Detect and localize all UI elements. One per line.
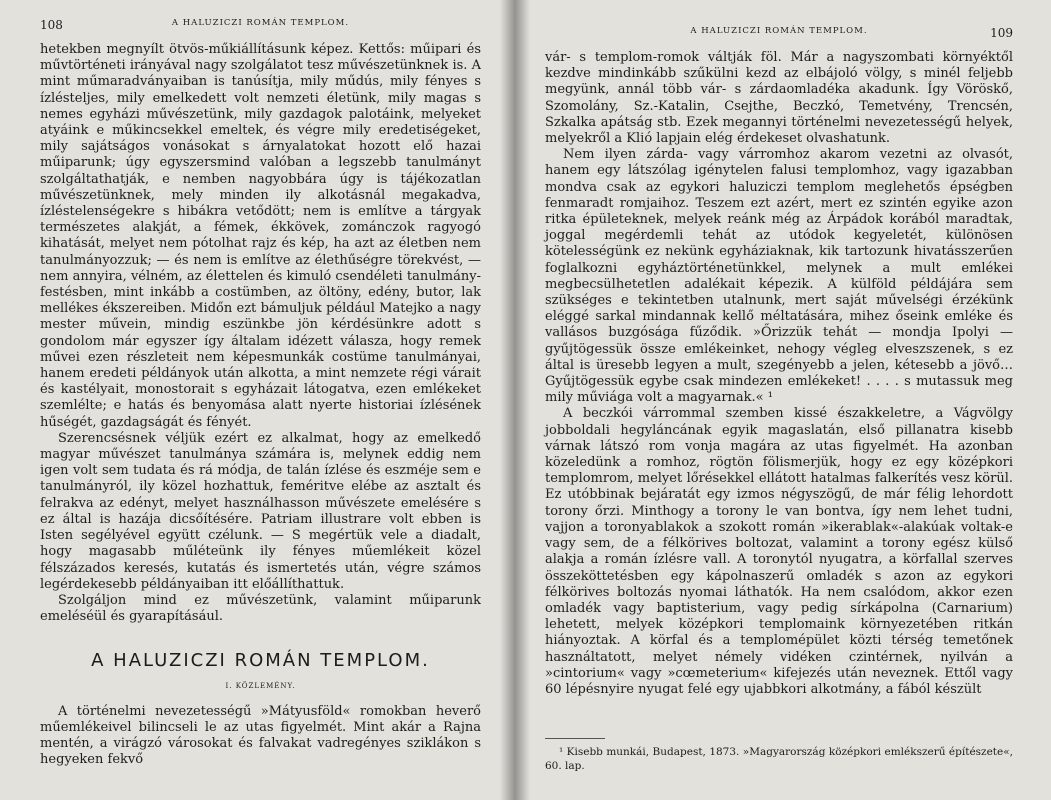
left-page bbox=[0, 0, 515, 800]
page-number-right: 109 bbox=[990, 26, 1013, 40]
left-page-body bbox=[40, 42, 481, 769]
right-page bbox=[515, 0, 1051, 800]
paragraph: Szolgáljon mind ez művészetünk, valamint műiparunk emeléséül és gyarapításául. bbox=[40, 592, 481, 625]
footnote-text: ¹ Kisebb munkái, Budapest, 1873. »Magyarország középkori emlékszerű építészete«, 60. lap. bbox=[545, 746, 1013, 773]
right-page-body bbox=[545, 50, 1013, 698]
running-head-right bbox=[545, 26, 1013, 44]
running-head-left bbox=[40, 18, 481, 36]
footnote-divider bbox=[545, 738, 605, 739]
paragraph: hetekben megnyílt ötvös-műkiállításunk képez. Kettős: műipari és művtörténeti irányával nagy szolgálatot tesz művészetünknek is. A mint műmaradványaiban is tanúsítja, mily műdús, mily fényes s ízlésteljes, mily emelkedett volt nemzeti életünk, mily magas s nemes egyházi művészetünk, mily gazdagok palotáink, melyeket atyáink e műkincsekkel emeltek, és végre mily eredetiségeket, mily sajátságos vonásokat s árnyalatokat hozott elő hazai műiparunk; úgy egyszersmind valóban a legszebb tanulmányt szolgáltathatják, e nemben nagyobbára úgy is tájékozatlan művészetünknek, mely minden ily alkotásnál megakadva, ízléstelenségekre s hibákra vetődött; nem is említve a tárgyak természetes alakját, a fémek, ékkövek, zománczok ragyogó kihatását, melyet nem pótolhat rajz és kép, ha azt az életben nem tanulmányozzuk; — és nem is említve az élethűségre törekvést, — nem annyira, vélném, az élettelen és kimuló csendéleti tanulmány-festésben, mint inkább a costümben, az öltöny, edény, butor, lak mellékes ékszereiben. Midőn ezt bámuljuk például Matejko a nagy mester művein, mindig eszünkbe jön kérdésünkre adott s gondolom már egyszer így általam idézett válasza, hogy remek művei ezen részleteit nem képesmunkák costüme tanulmányai, hanem eredeti példányok után alkotta, a mint nemzete régi várait és kastélyait, monostorait s egyházait látogatva, ezen emlékeket szemlélte; e hatás és benyomása alatt nyerte historiai ízlésének hűségét, gazdagságát és fényét. bbox=[40, 42, 481, 430]
paragraph: A történelmi nevezetességű »Mátyusföld« romokban heverő műemlékeivel bilincseli le az utas figyelmét. Mint akár a Rajna mentén, a virágzó városokat és falvakat vadregényes sziklákon s hegyeken fekvő bbox=[40, 703, 481, 768]
running-head-title-left: A HALUZICZI ROMÁN TEMPLOM. bbox=[171, 18, 350, 28]
running-head-title-right: A HALUZICZI ROMÁN TEMPLOM. bbox=[690, 26, 868, 36]
paragraph: Szerencsésnek véljük ezért ez alkalmat, hogy az emelkedő magyar művészet tanulmánya számára is, melynek eddig nem igen volt sem tudata és rá módja, de talán ízlése és eszméje sem e tanulmányról, ily közel hozhattuk, feméritve elébe az asztalt és felrakva az edényt, melyet használhasson művészete emelésére s ez által is hazája dicsőítésére. Patriam illustrare volt ebben is Isten segélyével együtt czélunk. — S megértük vele a diadalt, hogy magasabb műléteünk ily fényes műemlékeit közel félszázados keresés, kutatás és ismertetés után, végre számos legérdekesebb példányaiban itt előállíthattuk. bbox=[40, 430, 481, 592]
footnote bbox=[545, 745, 1013, 773]
paragraph: Nem ilyen zárda- vagy várromhoz akarom vezetni az olvasót, hanem egy látszólag igénytelen falusi templomhoz, vagy igazabban mondva csak az egykori haluziczi templom meglehetős épségben fenmaradt romjaihoz. Teszem ezt azért, mert ez szintén egyike azon ritka épületeknek, melyek reánk még az Árpádok korából maradtak, joggal megérdemli tehát az utódok kegyeletét, különösen kötelességünk ez nekünk egyháziaknak, kik tartozunk hivatásszerűen foglalkozni egyháztörténetünkkel, melynek a mult emlékei megbecsülhetetlen adalékait képezik. A külföld példájára sem szükséges e tekintetben utalnunk, mert saját művelségi érzékünk eléggé sarkal mindannak kellő méltatására, mihez őseink emléke és vallásos buzgósága fűződik. »Őrizzük tehát — mondja Ipolyi — gyűjtögessük össze emlékeinket, nehogy végleg elveszszenek, s ez által is üresebb legyen a mult, szegényebb a jelen, kétesebb a jövő… Gyűjtögessük egybe csak mindezen emlékeket! . . . . s mutassuk meg mily műviága volt a magyarnak.« ¹ bbox=[545, 147, 1013, 406]
paragraph: A beczkói várrommal szemben kissé északkeletre, a Vágvölgy jobboldali hegyláncának egyik magaslatán, első pillanatra kisebb várnak látszó rom vonja magára az utas figyelmét. Ha azonban közeledünk a romhoz, rögtön fölismerjük, hogy ez egy középkori templomrom, melyet lőrésekkel ellátott hatalmas falkerítés vesz körül. Ez utóbbinak bejáratát egy izmos négyszögű, de már félig lehordott torony őrzi. Minthogy a torony le van bontva, így nem lehet tudni, vajjon a toronyablakok a szokott román »ikerablak«-alakúak voltak-e vagy sem, de a félkörives boltozat, valamint a torony egész külső alakja a román ízlésre vall. A toronytól nyugatra, a körfallal szerves összeköttetésben egy kápolnaszerű omladék s azon az egykori félkörives boltozás nyomai láthatók. Ha nem csalódom, akkor ezen omladék vagy baptisterium, vagy pedig sírkápolna (Carnarium) lehetett, melyek középkori templomaink környezetében ritkán hiányoztak. A körfal és a templomépület közti térség temetőnek használtatott, melyet némely vidéken czintérnek, nyilván a »cintorium« vagy »cœmeterium« kifejezés után neveznek. Ettől vagy 60 lépésnyire nyugat felé egy ujabbkori alkotmány, a fából készült bbox=[545, 406, 1013, 697]
paragraph: vár- s templom-romok váltják föl. Már a nagyszombati környéktől kezdve mindinkább szűkülni kezd az elbájoló völgy, s minél feljebb megyünk, annál több vár- s zárdaomladéka akadunk. Így Vöröskő, Szomolány, Sz.-Katalin, Csejthe, Beczkó, Temetvény, Trencsén, Szkalka apátság stb. Ezek megannyi történelmi nevezetességű helyek, melyekről a Klió lapjain elég érdekeset olvashatunk. bbox=[545, 50, 1013, 147]
article-subtitle: I. KÖZLEMÉNY. bbox=[225, 681, 296, 690]
article-title: A HALUZICZI ROMÁN TEMPLOM. bbox=[91, 650, 430, 672]
page-number-left: 108 bbox=[40, 18, 63, 32]
